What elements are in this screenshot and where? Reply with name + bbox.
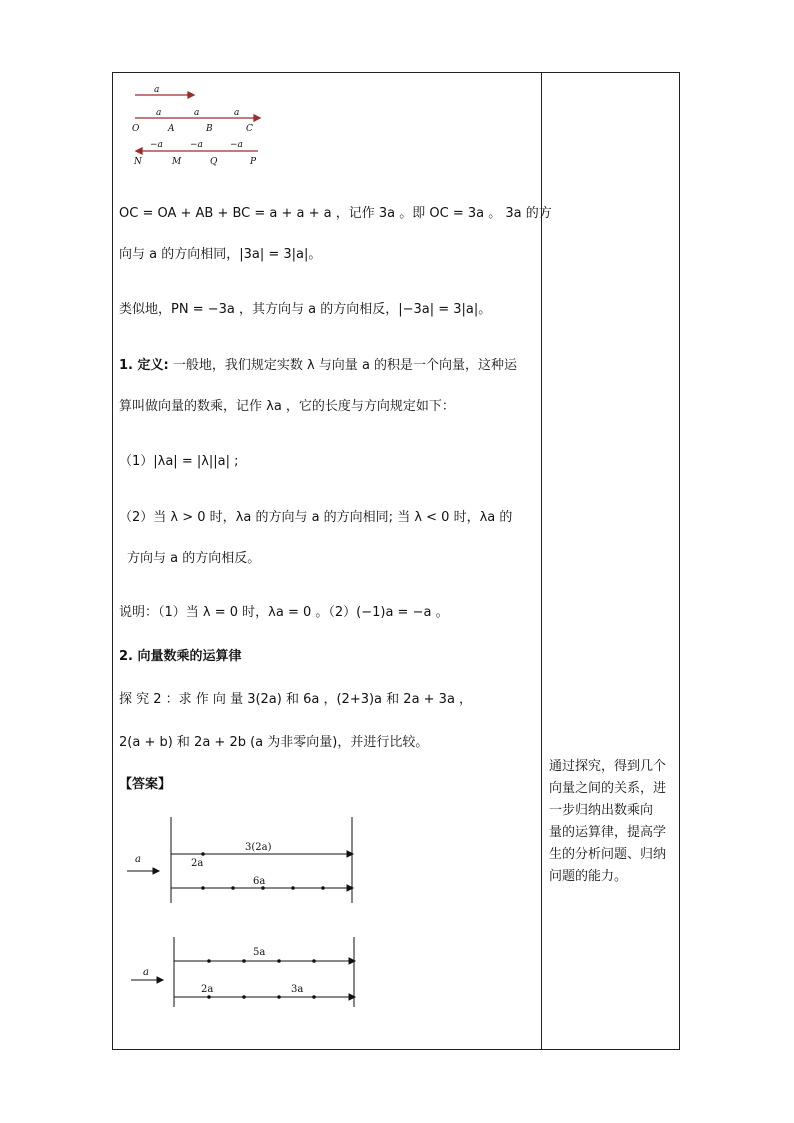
text-line: 类似地，PN = −3a ，其方向与 a 的方向相反，|−3a| = 3|a|。 (119, 302, 492, 317)
point-label: C (246, 124, 253, 134)
side-column (542, 73, 681, 1049)
text-line: OC = OA + AB + BC = a + a + a ，记作 3a 。即 OC = 3a 。 3a 的方 (119, 206, 552, 221)
definition-line (119, 357, 517, 375)
point-label: O (132, 124, 140, 134)
label-2a: 2a (191, 858, 204, 869)
seg-label: a (194, 108, 200, 118)
label-5a: 5a (253, 947, 266, 958)
point-label: N (134, 157, 142, 167)
vector-a-label: a (135, 854, 141, 865)
text-line: 探 究 2 ：求 作 向 量 3(2a) 和 6a ，(2+3)a 和 2a + 3a ， (119, 692, 473, 707)
seg-label: −a (150, 140, 163, 150)
scalar-multiplication-figure-2 (131, 933, 371, 1013)
seg-label: −a (190, 140, 203, 150)
seg-label: −a (230, 140, 243, 150)
text-line: 算叫做向量的数乘，记作 λa ，它的长度与方向规定如下： (119, 399, 455, 414)
text-line: （2）当 λ > 0 时，λa 的方向与 a 的方向相同; 当 λ < 0 时，λa 的 (119, 510, 513, 525)
seg-label: a (156, 108, 162, 118)
text-line: 方向与 a 的方向相反。 (127, 551, 261, 566)
scalar-multiplication-figure-1 (123, 813, 383, 908)
point-label: P (250, 157, 257, 167)
a-label: a (154, 85, 160, 95)
point-label: B (206, 124, 213, 134)
main-column (113, 73, 552, 1049)
label-2a: 2a (201, 984, 214, 995)
lesson-table (112, 72, 680, 1050)
text-line: 向与 a 的方向相同，|3a| = 3|a|。 (119, 247, 322, 262)
section-heading: 2. 向量数乘的运算律 (119, 649, 242, 664)
text-line: （1）|λa| = |λ||a| ; (119, 454, 239, 469)
point-label: A (168, 124, 175, 134)
text-line: 说明：（1）当 λ = 0 时，λa = 0 。（2）(−1)a = −a 。 (119, 605, 449, 620)
side-note: 通过探究，得到几个 向量之间的关系，进 一步归纳出数乘向 量的运算律，提高学 生的分析问题、归纳 问题的能力。 (549, 759, 667, 884)
vector-a-label: a (143, 967, 149, 978)
label-3a: 3a (291, 984, 304, 995)
point-label: Q (210, 157, 218, 167)
definition-heading: 1. 定义: (119, 358, 169, 373)
point-label: M (172, 157, 182, 167)
vector-line-figure (128, 83, 288, 168)
definition-text: 一般地，我们规定实数 λ 与向量 a 的积是一个向量，这种运 (168, 358, 518, 373)
label-6a: 6a (253, 876, 266, 887)
text-line: 2(a + b) 和 2a + 2b (a 为非零向量)，并进行比较。 (119, 735, 429, 750)
answer-heading: 【答案】 (119, 777, 172, 792)
seg-label: a (234, 108, 240, 118)
label-3-2a: 3(2a) (245, 842, 272, 853)
